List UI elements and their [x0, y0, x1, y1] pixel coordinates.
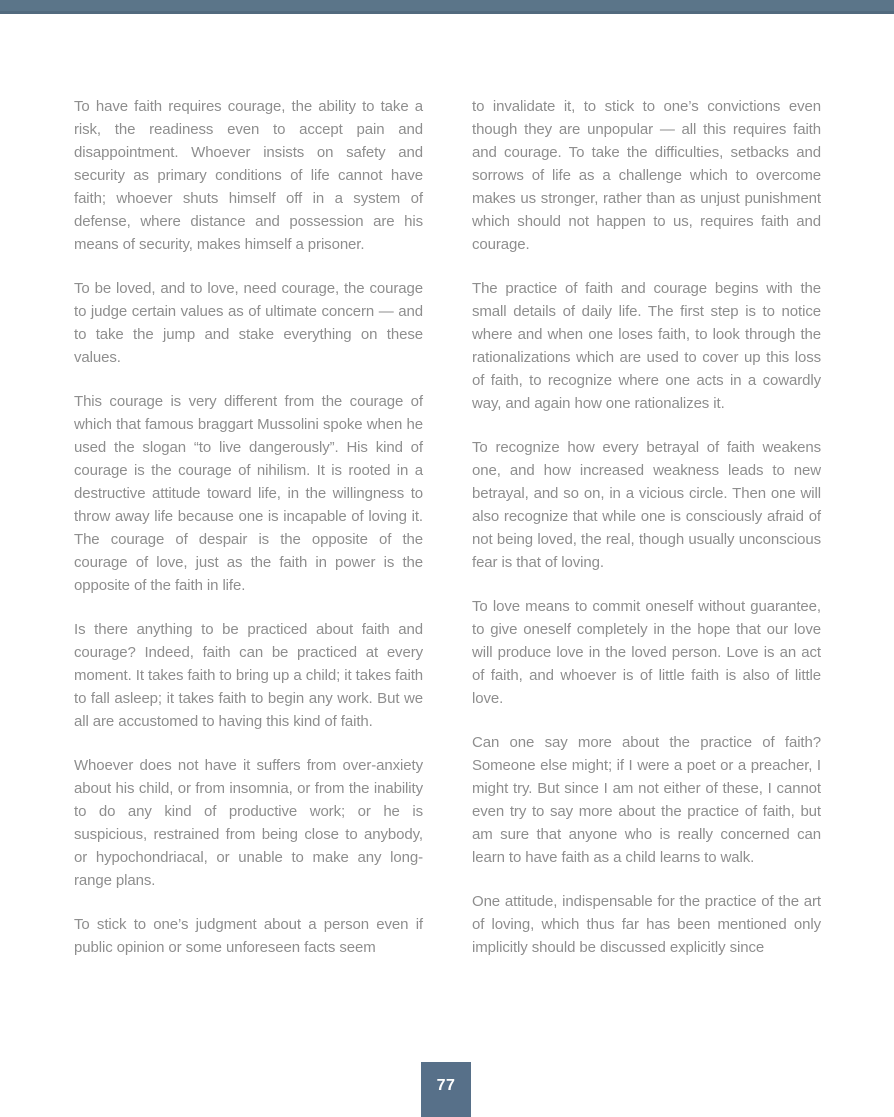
paragraph: To love means to commit oneself without guarantee, to give oneself completely in the hope that our love will produce love in the loved person. Love is an act of faith, and whoever is of little faith is also of little love. [472, 598, 821, 707]
paragraph: The practice of faith and courage begins with the small details of daily life. The first step is to notice where and when one loses faith, to look through the rationalizations which are used to cover up this loss of faith, to recognize where one acts in a cowardly way, and again how one rationalizes it. [472, 280, 821, 412]
paragraph: To have faith requires courage, the ability to take a risk, the readiness even to accept pain and disappointment. Whoever insists on safety and security as primary conditions of life cannot have faith; whoever shuts himself off in a system of defense, where distance and possession are his means of security, makes himself a prisoner. [74, 98, 423, 253]
paragraph: This courage is very different from the courage of which that famous braggart Mussolini spoke when he used the slogan “to live dangerously”. His kind of courage is the courage of nihilism. It is rooted in a destructive attitude toward life, in the willingness to throw away life because one is incapable of loving it. The courage of despair is the opposite of the courage of love, just as the faith in power is the opposite of the faith in life. [74, 393, 423, 594]
paragraph: Is there anything to be practiced about faith and courage? Indeed, faith can be practiced at every moment. It takes faith to bring up a child; it takes faith to fall asleep; it takes faith to begin any work. But we all are accustomed to having this kind of faith. [74, 621, 423, 730]
page-number: 77 [436, 1076, 456, 1094]
paragraph: To be loved, and to love, need courage, the courage to judge certain values as of ultimate concern — and to take the jump and stake everything on these values. [74, 280, 423, 366]
page-content [74, 95, 820, 959]
top-bar [0, 0, 894, 14]
paragraph: Can one say more about the practice of faith? Someone else might; if I were a poet or a preacher, I might try. But since I am not either of these, I cannot even try to say more about the practice of faith, but am sure that anyone who is really concerned can learn to have faith as a child learns to walk. [472, 734, 821, 866]
text-column-left [74, 95, 423, 959]
paragraph: to invalidate it, to stick to one’s convictions even though they are unpopular — all this requires faith and courage. To take the difficulties, setbacks and sorrows of life as a challenge which to overcome makes us stronger, rather than as unjust punishment which should not happen to us, requires faith and courage. [472, 98, 821, 253]
paragraph: To stick to one’s judgment about a person even if public opinion or some unforeseen facts seem [74, 916, 423, 956]
page-number-badge [421, 1062, 471, 1117]
paragraph: Whoever does not have it suffers from over-anxiety about his child, or from insomnia, or from the inability to do any kind of productive work; or he is suspicious, restrained from being close to anybody, or hypochondriacal, or unable to make any long-range plans. [74, 757, 423, 889]
paragraph: To recognize how every betrayal of faith weakens one, and how increased weakness leads to new betrayal, and so on, in a vicious circle. Then one will also recognize that while one is consciously afraid of not being loved, the real, though usually unconscious fear is that of loving. [472, 439, 821, 571]
text-column-right [472, 95, 821, 959]
paragraph: One attitude, indispensable for the practice of the art of loving, which thus far has been mentioned only implicitly should be discussed explicitly since [472, 893, 821, 956]
